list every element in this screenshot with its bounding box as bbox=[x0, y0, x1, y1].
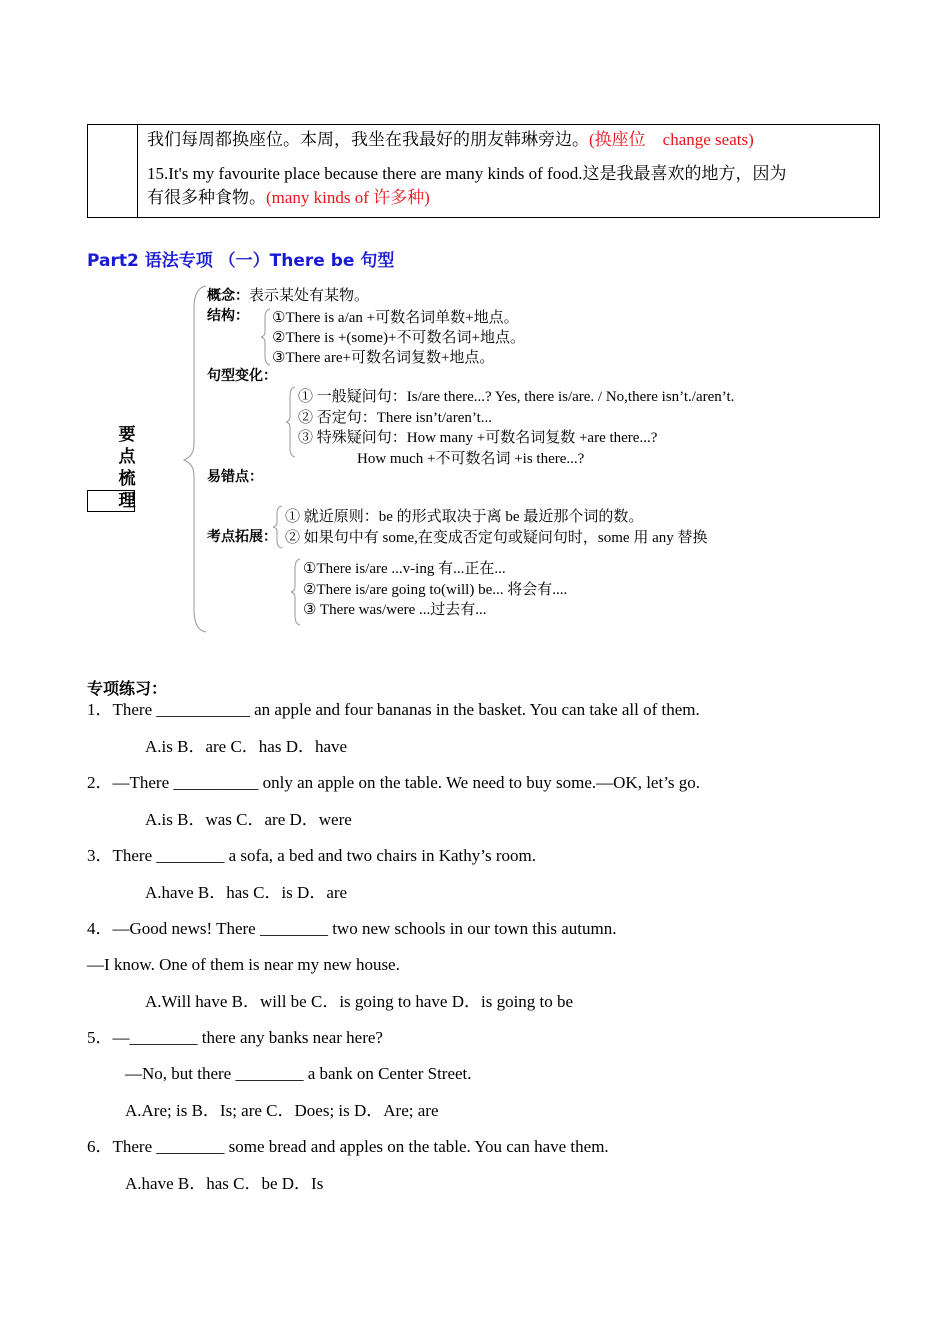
variation-item: ① 一般疑问句：Is/are there...? Yes, there is/are. / No,there isn’t./aren’t. bbox=[298, 389, 735, 405]
structure-item: ①There is a/an +可数名词单数+地点。 bbox=[272, 310, 519, 326]
question-5-reply: —No, but there ________ a bank on Center Street. bbox=[125, 1064, 472, 1083]
table-line-3-text: 有很多种食物。 bbox=[147, 188, 266, 207]
variation-item: How much +不可数名词 +is there...? bbox=[357, 451, 585, 467]
variation-label: 句型变化： bbox=[207, 368, 277, 384]
table-line-1-text: 我们每周都换座位。本周，我坐在我最好的朋友韩琳旁边。 bbox=[147, 130, 589, 149]
structure-brace bbox=[260, 308, 272, 366]
concept-text: 表示某处有某物。 bbox=[249, 288, 370, 304]
variation-item: ③ 特殊疑问句：How many +可数名词复数 +are there...? bbox=[298, 430, 658, 446]
structure-item: ③There are+可数名词复数+地点。 bbox=[272, 350, 495, 366]
extension-label: 考点拓展： bbox=[207, 529, 277, 545]
question-3: 3．There ________ a sofa, a bed and two chairs in Kathy’s room. bbox=[87, 846, 536, 865]
question-2-options: A.is B．was C．are D．were bbox=[145, 810, 352, 829]
question-4-reply: —I know. One of them is near my new house. bbox=[87, 955, 400, 974]
section-heading-part: Part2 语法专项 bbox=[87, 251, 219, 271]
table-line-1 bbox=[147, 129, 754, 151]
extension-item: ②There is/are going to(will) be... 将会有.... bbox=[303, 582, 568, 598]
table-line-2: 15.It's my favourite place because there are many kinds of food.这是我最喜欢的地方，因为 bbox=[147, 164, 787, 183]
section-heading bbox=[87, 246, 394, 271]
section-heading-sub: （一）There be 句型 bbox=[218, 251, 395, 271]
key-points-box bbox=[87, 490, 135, 512]
key-points-char: 点 bbox=[118, 447, 136, 467]
extension-brace bbox=[290, 558, 302, 626]
extension-item: ③ There was/were ...过去有... bbox=[303, 602, 487, 618]
key-points-char: 理 bbox=[118, 491, 136, 511]
concept-label: 概念： bbox=[207, 288, 249, 304]
variation-item: ② 否定句：There isn’t/aren’t... bbox=[298, 410, 492, 426]
table-line-3 bbox=[147, 187, 430, 209]
error-item: ① 就近原则：be 的形式取决于离 be 最近那个词的数。 bbox=[285, 509, 644, 525]
table-line-1-note: (换座位 change seats) bbox=[589, 130, 754, 149]
key-points-char: 要 bbox=[118, 425, 136, 445]
practice-title: 专项练习： bbox=[87, 679, 168, 698]
question-5: 5．—________ there any banks near here? bbox=[87, 1028, 383, 1047]
question-2: 2．—There __________ only an apple on the table. We need to buy some.—OK, let’s go. bbox=[87, 773, 701, 792]
structure-item: ②There is +(some)+不可数名词+地点。 bbox=[272, 330, 525, 346]
extension-item: ①There is/are ...v-ing 有...正在... bbox=[303, 561, 506, 577]
question-5-options: A.Are; is B．Is; are C．Does; is D．Are; are bbox=[125, 1101, 439, 1120]
table-line-3-note: (many kinds of 许多种) bbox=[266, 188, 430, 207]
table-divider bbox=[137, 125, 138, 217]
structure-label: 结构： bbox=[207, 308, 249, 324]
question-4-options: A.Will have B．will be C．is going to have D．is going to be bbox=[145, 992, 574, 1011]
error-label: 易错点： bbox=[207, 469, 263, 485]
question-6: 6．There ________ some bread and apples on the table. You can have them. bbox=[87, 1137, 609, 1156]
question-1-options: A.is B．are C．has D．have bbox=[145, 737, 348, 756]
main-brace bbox=[180, 284, 210, 634]
concept-row bbox=[207, 286, 369, 306]
question-1: 1．There ___________ an apple and four bananas in the basket. You can take all of them. bbox=[87, 700, 700, 719]
question-3-options: A.have B．has C．is D．are bbox=[145, 883, 348, 902]
variation-brace bbox=[285, 386, 297, 458]
vocab-table bbox=[87, 124, 880, 218]
key-points-char: 梳 bbox=[118, 469, 136, 489]
question-4: 4．—Good news! There ________ two new schools in our town this autumn. bbox=[87, 919, 617, 938]
question-6-options: A.have B．has C．be D．Is bbox=[125, 1174, 324, 1193]
error-item: ② 如果句中有 some,在变成否定句或疑问句时，some 用 any 替换 bbox=[285, 530, 708, 546]
